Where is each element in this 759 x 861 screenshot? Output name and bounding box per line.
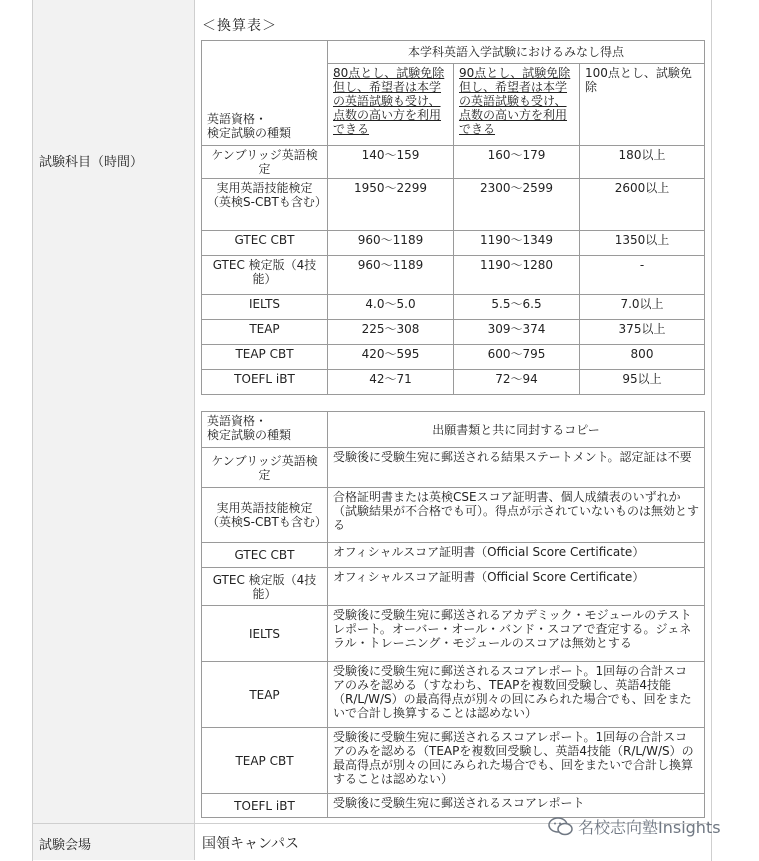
- venue-label: 試験会場: [39, 838, 92, 853]
- conversion-row: [202, 295, 705, 320]
- required-copy-cell: オフィシャルスコア証明書（Official Score Certificate）: [328, 568, 705, 606]
- score-100-cell: 375以上: [580, 320, 705, 345]
- required-copy-cell: 合格証明書または英検CSEスコア証明書、個人成績表のいずれか（試験結果が不合格でも可）。得点が示されていないものは無効とする: [328, 488, 705, 543]
- exam-name-cell: TEAP CBT: [202, 728, 328, 794]
- conversion-row: [202, 231, 705, 256]
- copies-row: [202, 543, 705, 568]
- conversion-row: [202, 345, 705, 370]
- score-80-cell: 960〜1189: [328, 231, 454, 256]
- col-header-100: 100点とし、試験免除: [580, 64, 705, 146]
- conversion-row: [202, 370, 705, 395]
- required-copy-cell: 受験後に受験生宛に郵送されるスコアレポート。1回毎の合計スコアのみを認める（TEAPを複数回受験し、英語4技能（R/L/W/S）の最高得点が別々の回にみられた場合でも、回をまたいで合計し換算することは認めない）: [328, 728, 705, 794]
- conversion-heading: ＜換算表＞: [202, 18, 277, 34]
- conversion-table: [201, 40, 705, 395]
- wechat-icon: [548, 817, 574, 837]
- score-100-cell: 2600以上: [580, 179, 705, 231]
- copies-copy-header: 出願書類と共に同封するコピー: [328, 412, 705, 448]
- score-80-cell: 42〜71: [328, 370, 454, 395]
- score-90-cell: 160〜179: [454, 146, 580, 179]
- copies-row: [202, 606, 705, 662]
- score-90-cell: 5.5〜6.5: [454, 295, 580, 320]
- required-copy-cell: 受験後に受験生宛に郵送されるスコアレポート。1回毎の合計スコアのみを認める（すなわち、TEAPを複数回受験し、英語4技能（R/L/W/S）の最高得点が別々の回にみられた場合でも、回をまたいで合計し換算することは認めない）: [328, 662, 705, 728]
- exam-name-cell: ケンブリッジ英語検定: [202, 448, 328, 488]
- required-copy-cell: 受験後に受験生宛に郵送されるアカデミック・モジュールのテストレポート。オーバー・オール・バンド・スコアで査定する。ジェネラル・トレーニング・モジュールのスコアは無効とする: [328, 606, 705, 662]
- subjects-label: 試験科目（時間）: [39, 155, 144, 170]
- venue-value: 国領キャンパス: [202, 836, 300, 852]
- score-80-cell: 420〜595: [328, 345, 454, 370]
- conversion-row: [202, 256, 705, 295]
- watermark-text: 名校志向塾Insights: [578, 818, 721, 837]
- score-90-cell: 1190〜1349: [454, 231, 580, 256]
- exam-name-cell: 実用英語技能検定 （英検S-CBTも含む）: [202, 488, 328, 543]
- score-90-cell: 1190〜1280: [454, 256, 580, 295]
- watermark: [548, 815, 721, 838]
- score-100-cell: 800: [580, 345, 705, 370]
- score-100-cell: 7.0以上: [580, 295, 705, 320]
- exam-name-cell: ケンブリッジ英語検定: [202, 146, 328, 179]
- exam-name-cell: GTEC CBT: [202, 231, 328, 256]
- conversion-row: [202, 320, 705, 345]
- col-header-80: 80点とし、試験免除但し、希望者は本学の英語試験も受け、点数の高い方を利用できる: [328, 64, 454, 146]
- score-80-cell: 960〜1189: [328, 256, 454, 295]
- exam-name-cell: TEAP CBT: [202, 345, 328, 370]
- col-header-90: 90点とし、試験免除但し、希望者は本学の英語試験も受け、点数の高い方を利用できる: [454, 64, 580, 146]
- exam-name-cell: TEAP: [202, 662, 328, 728]
- copies-row: [202, 568, 705, 606]
- score-group-header: 本学科英語入学試験におけるみなし得点: [328, 41, 705, 64]
- score-90-cell: 2300〜2599: [454, 179, 580, 231]
- copies-row: [202, 662, 705, 728]
- score-100-cell: 1350以上: [580, 231, 705, 256]
- exam-name-cell: TOEFL iBT: [202, 794, 328, 818]
- score-90-cell: 600〜795: [454, 345, 580, 370]
- exam-name-cell: GTEC 検定版（4技能）: [202, 568, 328, 606]
- label-column: [33, 0, 195, 860]
- copies-row: [202, 794, 705, 818]
- copies-row: [202, 728, 705, 794]
- copies-row: [202, 448, 705, 488]
- exam-name-cell: IELTS: [202, 295, 328, 320]
- score-100-cell: -: [580, 256, 705, 295]
- conversion-row: [202, 179, 705, 231]
- type-header: 英語資格・ 検定試験の種類: [202, 41, 328, 146]
- score-80-cell: 140〜159: [328, 146, 454, 179]
- required-copy-cell: 受験後に受験生宛に郵送されるスコアレポート: [328, 794, 705, 818]
- score-100-cell: 95以上: [580, 370, 705, 395]
- required-copy-cell: 受験後に受験生宛に郵送される結果ステートメント。認定証は不要: [328, 448, 705, 488]
- exam-name-cell: TOEFL iBT: [202, 370, 328, 395]
- copies-table: [201, 411, 705, 818]
- score-100-cell: 180以上: [580, 146, 705, 179]
- score-80-cell: 1950〜2299: [328, 179, 454, 231]
- exam-name-cell: GTEC 検定版（4技能）: [202, 256, 328, 295]
- score-80-cell: 4.0〜5.0: [328, 295, 454, 320]
- exam-name-cell: TEAP: [202, 320, 328, 345]
- score-90-cell: 309〜374: [454, 320, 580, 345]
- copies-type-header: 英語資格・ 検定試験の種類: [202, 412, 328, 448]
- exam-name-cell: IELTS: [202, 606, 328, 662]
- score-80-cell: 225〜308: [328, 320, 454, 345]
- exam-name-cell: GTEC CBT: [202, 543, 328, 568]
- required-copy-cell: オフィシャルスコア証明書（Official Score Certificate）: [328, 543, 705, 568]
- copies-row: [202, 488, 705, 543]
- conversion-row: [202, 146, 705, 179]
- score-90-cell: 72〜94: [454, 370, 580, 395]
- exam-name-cell: 実用英語技能検定 （英検S-CBTも含む）: [202, 179, 328, 231]
